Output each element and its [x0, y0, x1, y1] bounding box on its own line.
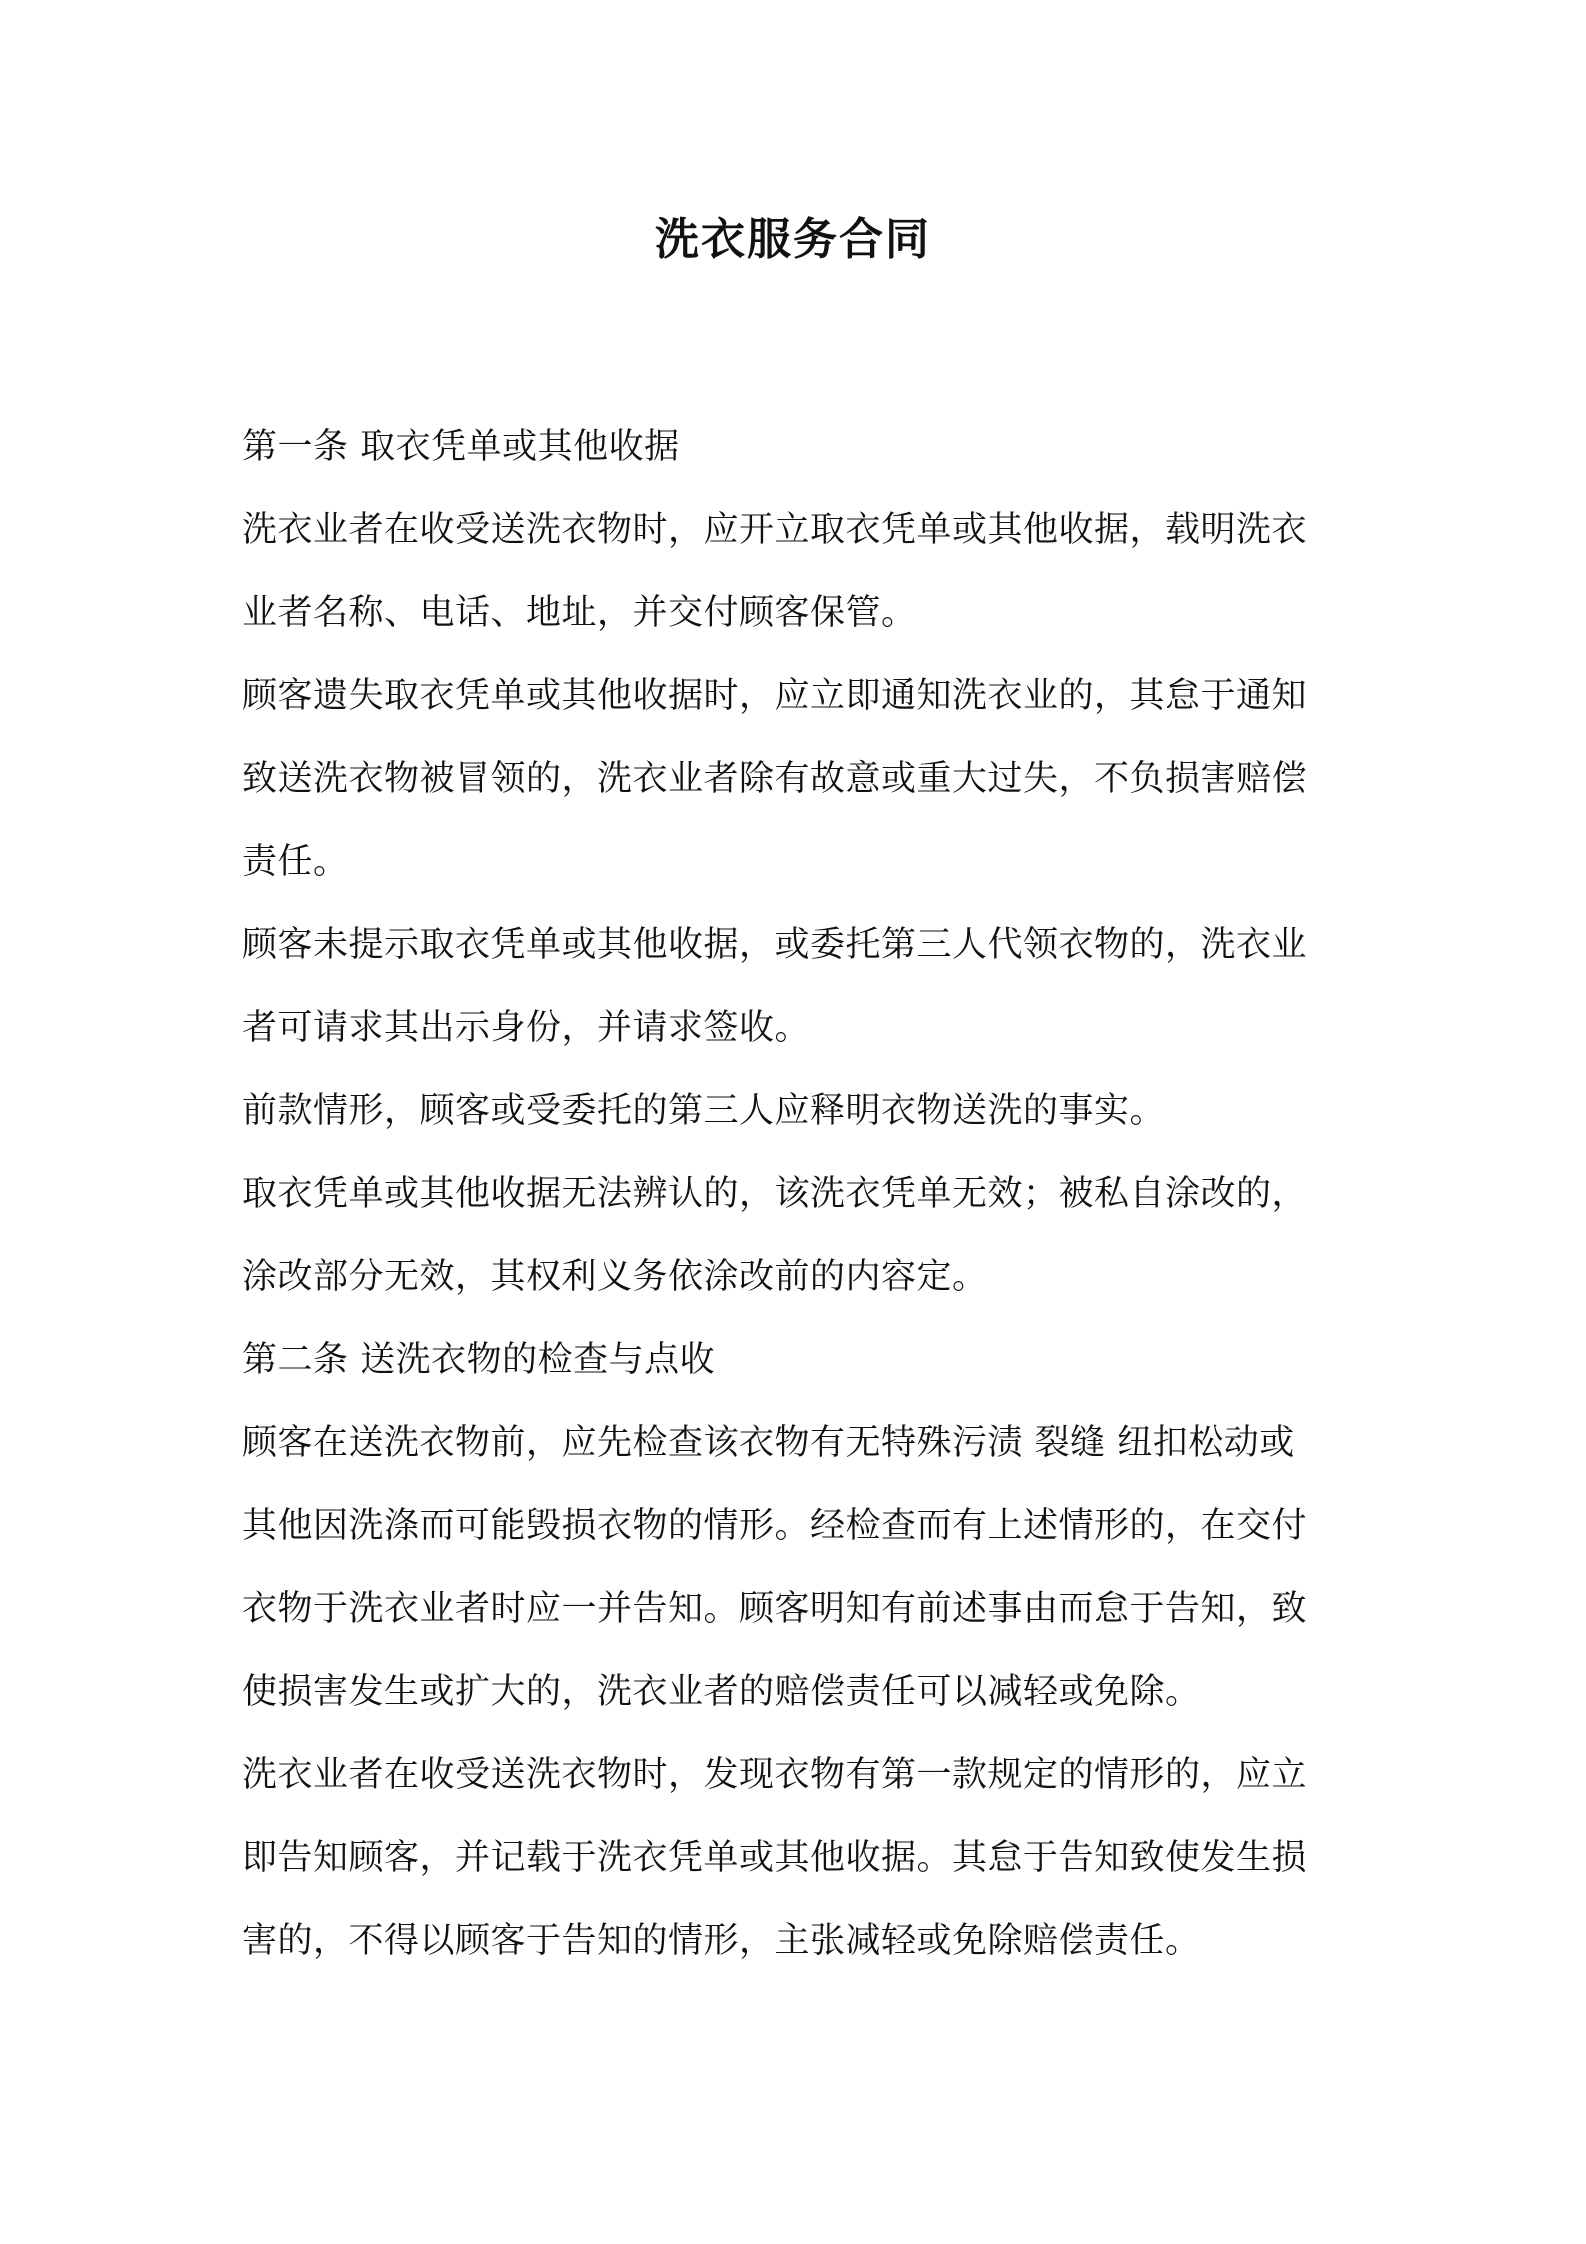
paragraph-line: 者可请求其出示身份，并请求签收。	[242, 1008, 811, 1048]
paragraph-line: 衣物于洗衣业者时应一并告知。顾客明知有前述事由而怠于告知，致	[242, 1589, 1308, 1629]
paragraph-line: 顾客在送洗衣物前，应先检查该衣物有无特殊污渍 裂缝 纽扣松动或	[242, 1423, 1295, 1463]
article-1-heading: 第一条 取衣凭单或其他收据	[242, 427, 680, 467]
paragraph-line: 涂改部分无效，其权利义务依涂改前的内容定。	[242, 1257, 988, 1297]
paragraph-line: 害的，不得以顾客于告知的情形，主张减轻或免除赔偿责任。	[242, 1921, 1201, 1961]
paragraph-line: 业者名称、电话、地址，并交付顾客保管。	[242, 593, 917, 633]
paragraph-line: 使损害发生或扩大的，洗衣业者的赔偿责任可以减轻或免除。	[242, 1672, 1201, 1712]
paragraph-line: 前款情形，顾客或受委托的第三人应释明衣物送洗的事实。	[242, 1091, 1166, 1131]
paragraph-line: 致送洗衣物被冒领的，洗衣业者除有故意或重大过失，不负损害赔偿	[242, 759, 1308, 799]
paragraph-line: 责任。	[242, 842, 349, 882]
document-title: 洗衣服务合同	[655, 214, 931, 265]
paragraph-line: 其他因洗涤而可能毁损衣物的情形。经检查而有上述情形的，在交付	[242, 1506, 1308, 1546]
paragraph-line: 洗衣业者在收受送洗衣物时，应开立取衣凭单或其他收据，载明洗衣	[242, 510, 1308, 550]
paragraph-line: 取衣凭单或其他收据无法辨认的，该洗衣凭单无效；被私自涂改的，	[242, 1174, 1308, 1214]
paragraph-line: 顾客遗失取衣凭单或其他收据时，应立即通知洗衣业的，其怠于通知	[242, 676, 1308, 716]
paragraph-line: 顾客未提示取衣凭单或其他收据，或委托第三人代领衣物的，洗衣业	[242, 925, 1308, 965]
document-body	[242, 406, 1362, 1983]
paragraph-line: 即告知顾客，并记载于洗衣凭单或其他收据。其怠于告知致使发生损	[242, 1838, 1308, 1878]
paragraph-line: 洗衣业者在收受送洗衣物时，发现衣物有第一款规定的情形的，应立	[242, 1755, 1308, 1795]
article-2-heading: 第二条 送洗衣物的检查与点收	[242, 1340, 716, 1380]
